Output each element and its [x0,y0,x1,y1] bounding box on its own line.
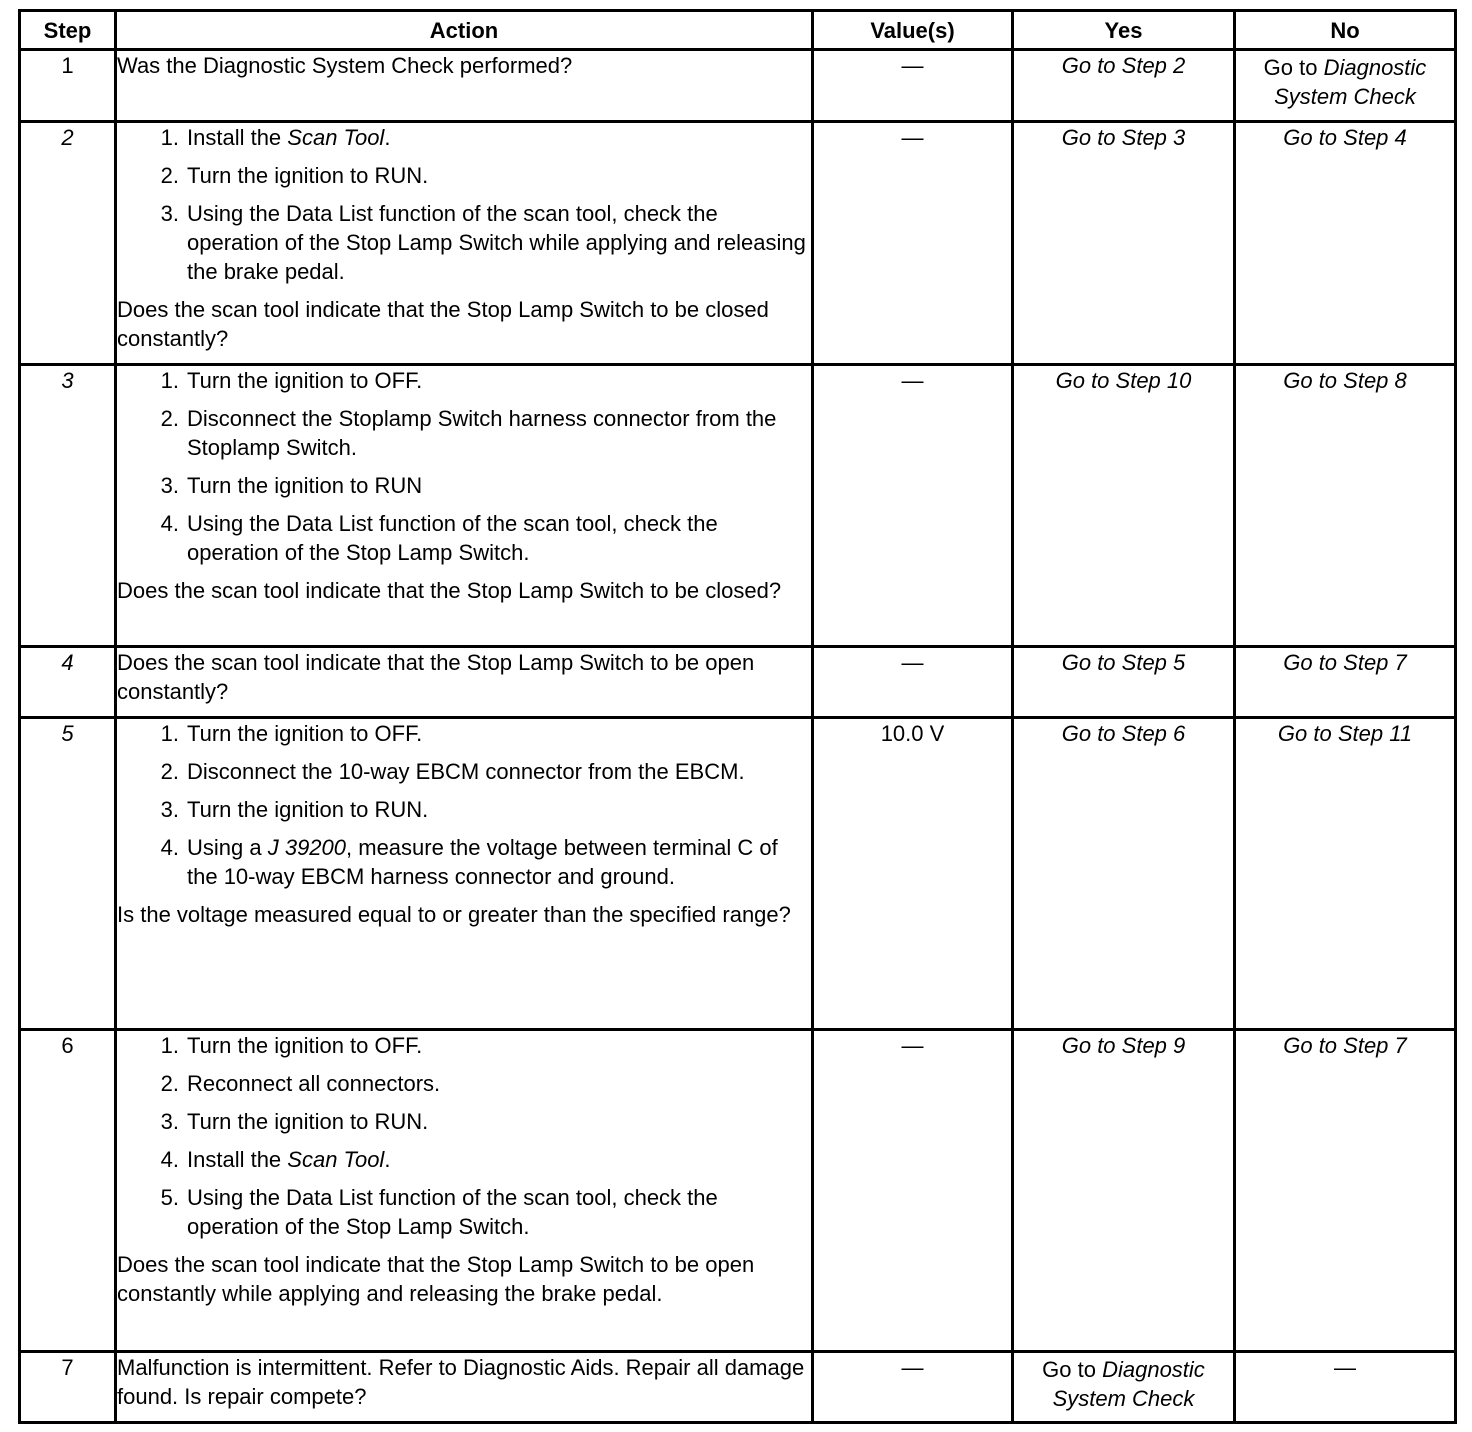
header-row [20,11,1456,50]
step-number: 5 [20,718,116,1030]
header-yes: Yes [1013,11,1235,50]
action-question: Does the scan tool indicate that the Stop Lamp Switch to be open constantly? [117,650,755,704]
step-emphasis: Scan Tool [287,125,385,150]
value-cell [813,1352,1013,1423]
step-text: Turn the ignition to RUN. [187,797,429,822]
step-text: Using the Data List function of the scan tool, check the operation of the Stop Lamp Switch. [187,1185,718,1239]
action-cell [116,1352,813,1423]
step-text: Turn the ignition to RUN [187,473,423,498]
step-text: Disconnect the 10-way EBCM connector from the EBCM. [187,759,745,784]
step-text: Using the Data List function of the scan tool, check the operation of the Stop Lamp Switch while applying and releasing the brake pedal. [187,201,806,284]
table-row [20,122,1456,365]
value-cell [813,122,1013,365]
step-index: 2. [160,163,179,188]
step-number: 2 [20,122,116,365]
action-cell [116,365,813,647]
value-text: — [901,368,924,393]
step-text: Turn the ignition to OFF. [187,1033,423,1058]
step-text: Reconnect all connectors. [187,1071,441,1096]
yes-prefix: Go to [1042,1357,1103,1382]
step-index: 2. [160,759,179,784]
action-step [117,161,811,190]
action-step [117,1031,811,1060]
action-step [117,1183,811,1241]
step-text: Install the [187,125,288,150]
action-step [117,719,811,748]
yes-cell: Go to Step 10 [1013,365,1235,647]
step-index: 1. [160,721,179,746]
action-step [117,795,811,824]
value-text: — [901,1033,924,1058]
action-steps [117,1031,811,1241]
action-cell [116,718,813,1030]
step-number: 7 [20,1352,116,1423]
action-step [117,123,811,152]
step-text: Turn the ignition to RUN. [187,163,429,188]
no-cell: Go to Step 7 [1235,1030,1456,1352]
no-prefix: Go to [1263,55,1324,80]
step-text: Using the Data List function of the scan tool, check the operation of the Stop Lamp Switch. [187,511,718,565]
value-cell [813,1030,1013,1352]
action-step [117,404,811,462]
action-cell [116,50,813,122]
yes-cell: Go to Step 5 [1013,647,1235,718]
table-row [20,647,1456,718]
table-row [20,50,1456,122]
step-text: Using a [187,835,268,860]
step-index: 4. [160,835,179,860]
table-row [20,1352,1456,1423]
action-cell [116,647,813,718]
no-cell: Go to Step 8 [1235,365,1456,647]
step-text: . [384,1147,391,1172]
step-index: 4. [160,1147,179,1172]
step-number: 6 [20,1030,116,1352]
yes-cell: Go to Step 2 [1013,50,1235,122]
action-question: Was the Diagnostic System Check performed? [117,53,573,78]
value-cell [813,365,1013,647]
value-cell [813,718,1013,1030]
no-cell: Go to Step 4 [1235,122,1456,365]
action-step [117,757,811,786]
yes-link[interactable]: Diagnostic System Check [1052,1357,1205,1411]
value-text: — [901,53,924,78]
action-step [117,471,811,500]
action-question: Does the scan tool indicate that the Stop Lamp Switch to be closed? [117,578,782,603]
action-step [117,1069,811,1098]
action-step [117,199,811,286]
yes-cell: Go to Step 6 [1013,718,1235,1030]
step-text: , measure the voltage between terminal C of the 10-way EBCM harness connector and ground. [187,835,778,889]
value-text: — [901,1355,924,1380]
header-action: Action [116,11,813,50]
action-step [117,366,811,395]
action-step [117,833,811,891]
value-cell [813,647,1013,718]
no-cell: Go to Step 7 [1235,647,1456,718]
value-text: 10.0 V [880,721,945,746]
diagnostic-table [18,9,1457,1424]
value-text: — [901,125,924,150]
step-text: Install the [187,1147,288,1172]
step-text: Turn the ignition to RUN. [187,1109,429,1134]
action-cell [116,1030,813,1352]
table-row [20,365,1456,647]
step-index: 1. [160,125,179,150]
step-index: 3. [160,797,179,822]
action-question: Does the scan tool indicate that the Stop Lamp Switch to be closed constantly? [117,297,769,351]
step-number: 4 [20,647,116,718]
step-number: 1 [20,50,116,122]
action-step [117,509,811,567]
table-row [20,718,1456,1030]
action-cell [116,122,813,365]
step-index: 1. [160,368,179,393]
action-steps [117,366,811,567]
table-row [20,1030,1456,1352]
action-steps [117,123,811,286]
header-step: Step [20,11,116,50]
value-cell [813,50,1013,122]
step-emphasis: Scan Tool [287,1147,385,1172]
action-question: Is the voltage measured equal to or greater than the specified range? [117,902,791,927]
step-text: Disconnect the Stoplamp Switch harness connector from the Stoplamp Switch. [187,406,777,460]
no-cell: Go to Step 11 [1235,718,1456,1030]
no-cell [1235,50,1456,122]
step-index: 3. [160,1109,179,1134]
action-steps [117,719,811,891]
step-index: 4. [160,511,179,536]
action-question: Does the scan tool indicate that the Stop Lamp Switch to be open constantly while applying and releasing the brake pedal. [117,1252,755,1306]
step-index: 3. [160,201,179,226]
step-index: 2. [160,406,179,431]
action-step [117,1107,811,1136]
no-link[interactable]: Diagnostic System Check [1274,55,1427,109]
step-index: 1. [160,1033,179,1058]
yes-cell: Go to Step 9 [1013,1030,1235,1352]
yes-cell [1013,1352,1235,1423]
step-number: 3 [20,365,116,647]
yes-cell: Go to Step 3 [1013,122,1235,365]
no-cell: — [1235,1352,1456,1423]
step-index: 2. [160,1071,179,1096]
step-index: 3. [160,473,179,498]
step-text: Turn the ignition to OFF. [187,721,423,746]
step-emphasis: J 39200 [267,835,347,860]
action-question: Malfunction is intermittent. Refer to Diagnostic Aids. Repair all damage found. Is repair compete? [117,1355,805,1409]
header-values: Value(s) [813,11,1013,50]
value-text: — [901,650,924,675]
header-no: No [1235,11,1456,50]
step-text: Turn the ignition to OFF. [187,368,423,393]
step-index: 5. [160,1185,179,1210]
action-step [117,1145,811,1174]
step-text: . [384,125,391,150]
